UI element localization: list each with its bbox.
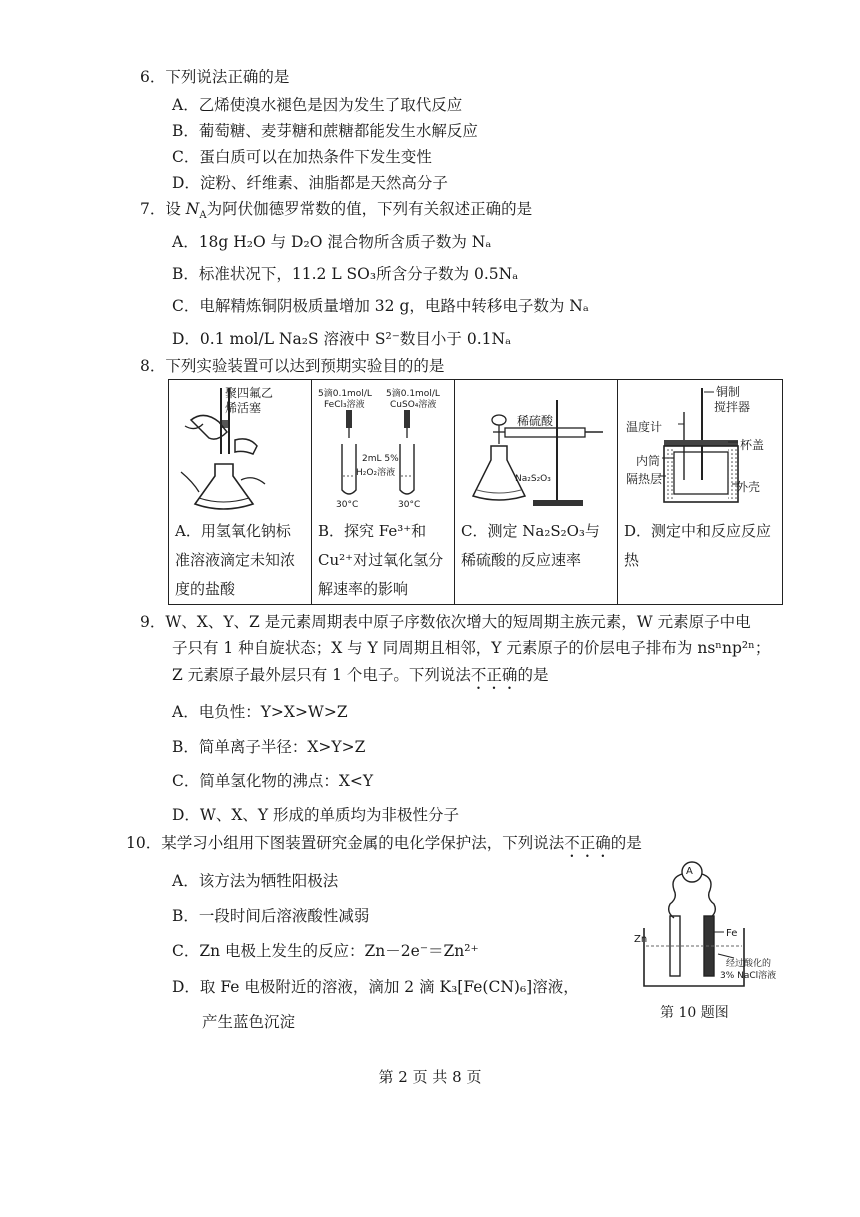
q9-emphasis: 不正确: [470, 666, 518, 684]
q7-stem: 7．设 $N_A$为阿伏伽德罗常数的值，下列有关叙述正确的是: [140, 200, 533, 222]
page-footer: 第 2 页 共 8 页: [378, 1068, 482, 1086]
q10-option-b: B．一段时间后溶液酸性减弱: [172, 907, 370, 925]
q6-option-b: B．葡萄糖、麦芽糖和蔗糖都能发生水解反应: [172, 122, 478, 140]
q9-option-c: C．简单氢化物的沸点：X<Y: [172, 772, 374, 790]
q10-figure: A Zn Fe 经过酸化的 3% NaCl溶液 第 10 题图: [630, 858, 790, 1028]
q8-cell-d-caption: D．测定中和反应反应热: [624, 522, 772, 569]
q10-option-c: C．Zn 电极上发生的反应：Zn－2e⁻＝Zn²⁺: [172, 942, 479, 960]
q8-cell-a-caption: A．用氢氧化钠标准溶液滴定未知浓度的盐酸: [175, 522, 296, 598]
q8-apparatus-table: [168, 379, 783, 605]
q7-option-b: B．标准状况下，11.2 L SO₃所含分子数为 0.5Nₐ: [172, 265, 519, 283]
q6-option-a: A．乙烯使溴水褪色是因为发生了取代反应: [172, 96, 463, 114]
q8-cell-d-figure: [618, 380, 783, 605]
titration-figure: 聚四氟乙 烯活塞: [169, 380, 311, 515]
q8-cell-b-figure: [312, 380, 455, 605]
q6-option-d: D．淀粉、纤维素、油脂都是天然高分子: [172, 174, 448, 192]
catalyst-figure: 5滴0.1mol/L FeCl₃溶液 5滴0.1mol/L CuSO₄溶液 2mL 5% H₂O₂溶液 30°C 30°C: [312, 380, 454, 515]
q8-stem: 8．下列实验装置可以达到预期实验目的的是: [140, 357, 445, 375]
q10-stem: 10．某学习小组用下图装置研究金属的电化学保护法，下列说法不正确的是: [126, 834, 642, 852]
q10-option-d: D．取 Fe 电极附近的溶液，滴加 2 滴 K₃[Fe(CN)₆]溶液，: [172, 978, 579, 996]
q8-cell-c-caption: C．测定 Na₂S₂O₃与稀硫酸的反应速率: [461, 522, 600, 569]
calorimeter-figure: 铜制 搅拌器 温度计 杯盖 内筒 隔热层 外壳: [618, 380, 782, 515]
q9-option-b: B．简单离子半径：X>Y>Z: [172, 738, 366, 756]
q7-option-c: C．电解精炼铜阴极质量增加 32 g，电路中转移电子数为 Nₐ: [172, 297, 589, 315]
q10-option-d-continuation: 产生蓝色沉淀: [202, 1013, 296, 1031]
q7-option-a: A．18g H₂O 与 D₂O 混合物所含质子数为 Nₐ: [172, 233, 492, 251]
q8-cell-c-figure: [455, 380, 618, 605]
q6-stem: 6．下列说法正确的是: [140, 68, 290, 86]
q8-cell-a-figure: [169, 380, 312, 605]
q9-stem-line1: 9．W、X、Y、Z 是元素周期表中原子序数依次增大的短周期主族元素，W 元素原子中电: [140, 613, 751, 631]
q6-option-c: C．蛋白质可以在加热条件下发生变性: [172, 148, 432, 166]
reaction-rate-figure: 稀硫酸 Na₂S₂O₃: [455, 380, 617, 515]
q9-stem-line3: Z 元素原子最外层只有 1 个电子。下列说法不正确的是: [172, 666, 549, 684]
q8-cell-b-caption: B．探究 Fe³⁺和 Cu²⁺对过氧化氢分解速率的影响: [318, 522, 444, 598]
q7-option-d: D．0.1 mol/L Na₂S 溶液中 S²⁻数目小于 0.1Nₐ: [172, 330, 512, 348]
q10-figure-caption: 第 10 题图: [660, 1005, 729, 1021]
flask-syringe-icon: [455, 380, 617, 515]
q9-option-a: A．电负性：Y>X>W>Z: [172, 703, 348, 721]
q10-emphasis: 不正确: [564, 834, 611, 852]
q9-option-d: D．W、X、Y 形成的单质均为非极性分子: [172, 806, 460, 824]
q9-stem-line2: 子只有 1 种自旋状态；X 与 Y 同周期且相邻，Y 元素原子的价层电子排布为 nsⁿnp²ⁿ；: [172, 639, 771, 657]
q10-option-a: A．该方法为牺牲阳极法: [172, 872, 339, 890]
